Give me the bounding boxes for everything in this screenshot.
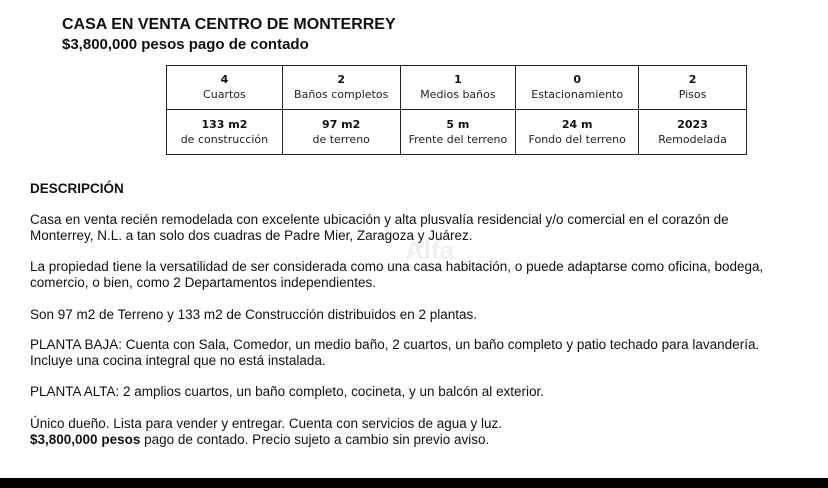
paragraph-line: Son 97 m2 de Terreno y 133 m2 de Construcción distribuidos en 2 plantas. [30, 307, 478, 322]
spec-value: 5 m [446, 117, 470, 131]
specs-row [167, 110, 747, 155]
spec-value: 0 [573, 73, 582, 86]
page-title: CASA EN VENTA CENTRO DE MONTERREY [62, 16, 396, 33]
spec-cell-banos-completos [282, 66, 400, 110]
spec-label: de terreno [312, 132, 370, 146]
price-note: pago de contado. Precio sujeto a cambio sin previo aviso. [140, 432, 490, 447]
spec-label: Pisos [678, 88, 707, 101]
spec-value: 24 m [561, 117, 593, 131]
price-bold: $3,800,000 pesos [30, 432, 141, 447]
paragraph-line: Único dueño. Lista para vender y entregar. Cuenta con servicios de agua y luz. [30, 416, 503, 431]
description-paragraph [30, 259, 820, 291]
description-paragraph [30, 212, 820, 244]
specs-table [166, 65, 747, 155]
paragraph-line: PLANTA BAJA: Cuenta con Sala, Comedor, un medio baño, 2 cuartos, un baño completo y patio techado para lavandería. [30, 337, 760, 352]
spec-cell-fondo [516, 110, 639, 155]
spec-value: 2023 [677, 117, 708, 131]
spec-value: 2 [688, 73, 697, 86]
spec-value: 133 m2 [201, 117, 248, 131]
paragraph-line: La propiedad tiene la versatilidad de ser considerada como una casa habitación, o puede adaptarse como oficina, bodega, [30, 259, 764, 274]
paragraph-line: Incluye una cocina integral que no está instalada. [30, 353, 326, 368]
description-heading: DESCRIPCIÓN [30, 181, 124, 196]
spec-label: Frente del terreno [408, 132, 508, 146]
spec-cell-cuartos [167, 66, 283, 110]
paragraph-line: comercio, o bien, como 2 Departamentos independientes. [30, 275, 376, 290]
spec-cell-medios-banos [400, 66, 516, 110]
spec-label: Fondo del terreno [528, 132, 626, 146]
price-subtitle: $3,800,000 pesos pago de contado [62, 36, 309, 53]
watermark-logo: Alfa [405, 235, 455, 265]
spec-cell-frente [400, 110, 516, 155]
spec-label: Remodelada [658, 132, 727, 146]
spec-cell-estacionamiento [516, 66, 639, 110]
spec-value: 97 m2 [322, 117, 361, 131]
spec-cell-terreno [282, 110, 400, 155]
bottom-edge-bar [0, 478, 828, 488]
paragraph-line: PLANTA ALTA: 2 amplios cuartos, un baño completo, cocineta, y un balcón al exterior. [30, 384, 545, 399]
spec-cell-remodelada [639, 110, 747, 155]
description-paragraph [30, 307, 820, 323]
spec-value: 4 [220, 73, 229, 86]
spec-value: 1 [454, 73, 462, 86]
spec-label: Cuartos [203, 88, 246, 101]
paragraph-line: Casa en venta recién remodelada con excelente ubicación y alta plusvalía residencial y/o comercial en el corazón de [30, 212, 729, 227]
specs-row [167, 66, 747, 110]
spec-cell-construccion [167, 110, 283, 155]
spec-label: Estacionamiento [531, 88, 624, 101]
paragraph-line: Monterrey, N.L. a tan solo dos cuadras de Padre Mier, Zaragoza y Juárez. [30, 228, 473, 243]
spec-label: Baños completos [294, 88, 389, 101]
spec-label: de construcción [180, 132, 269, 146]
spec-cell-pisos [639, 66, 747, 110]
paragraph-line [30, 432, 820, 448]
description-paragraph [30, 416, 820, 448]
spec-label: Medios baños [420, 88, 496, 101]
description-paragraph [30, 384, 820, 400]
description-paragraph [30, 337, 820, 369]
spec-value: 2 [337, 73, 346, 86]
